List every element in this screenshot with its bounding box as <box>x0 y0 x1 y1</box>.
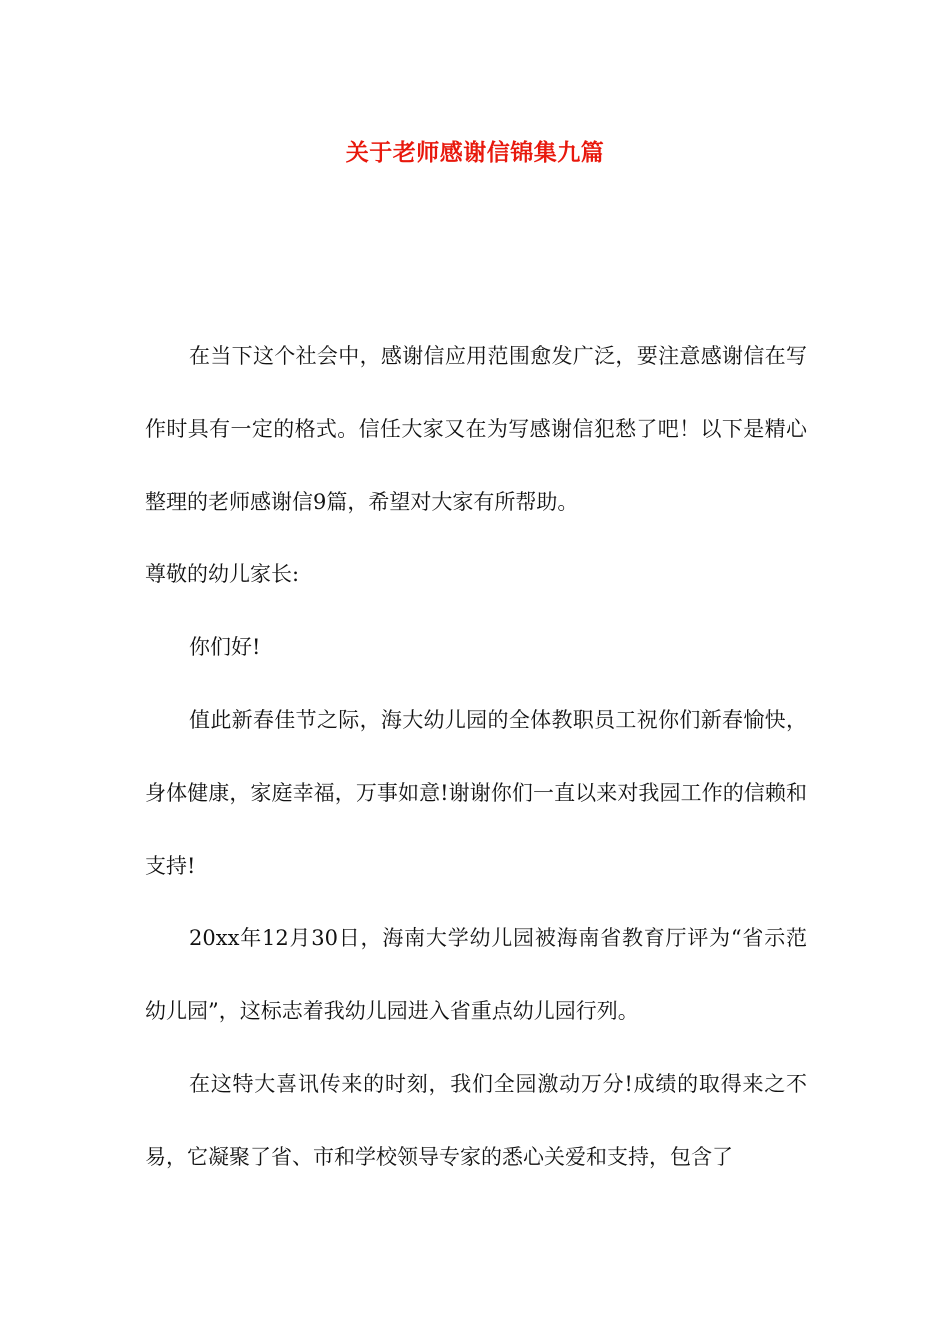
greeting: 你们好! <box>189 635 261 660</box>
document-title: 关于老师感谢信锦集九篇 <box>345 140 605 166</box>
body-paragraph: 在这特大喜讯传来的时刻，我们全园激动万分!成绩的取得来之不易，它凝聚了省、市和学校领导专家的悉心关爱和支持，包含了 <box>145 1071 807 1169</box>
document-body <box>145 320 807 1194</box>
body-paragraph: 值此新春佳节之际，海大幼儿园的全体教职员工祝你们新春愉快，身体健康，家庭幸福，万事如意!谢谢你们一直以来对我园工作的信赖和支持! <box>145 707 807 878</box>
salutation: 尊敬的幼儿家长: <box>145 562 300 587</box>
intro-paragraph: 在当下这个社会中，感谢信应用范围愈发广泛，要注意感谢信在写作时具有一定的格式。信任大家又在为写感谢信犯愁了吧！以下是精心整理的老师感谢信9篇，希望对大家有所帮助。 <box>145 344 807 514</box>
body-paragraph: 20xx年12月30日，海南大学幼儿园被海南省教育厅评为“省示范幼儿园”，这标志着我幼儿园进入省重点幼儿园行列。 <box>145 926 807 1024</box>
